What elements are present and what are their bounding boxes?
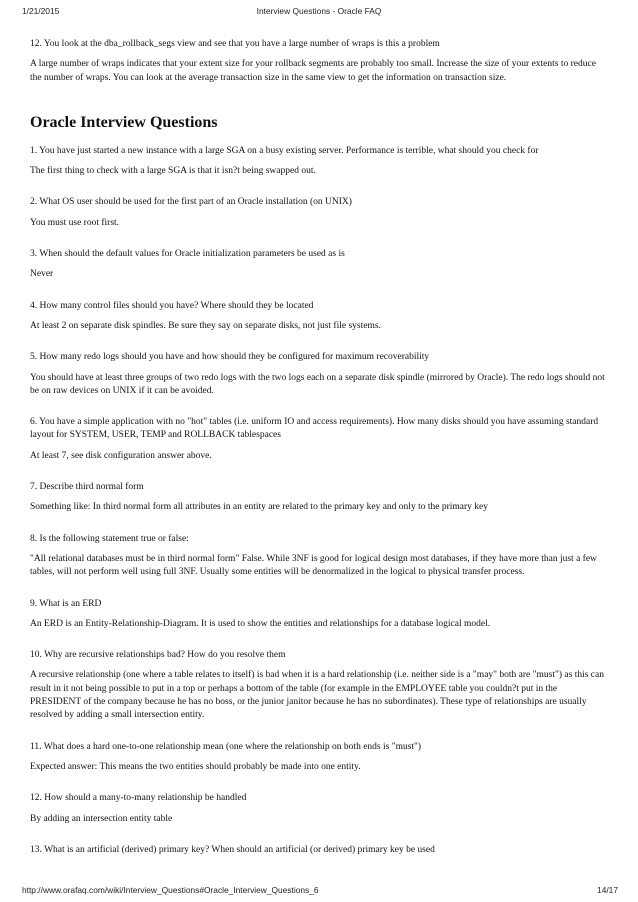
question: 12. You look at the dba_rollback_segs view and see that you have a large number of wraps is this a problem — [30, 39, 440, 49]
page-footer — [0, 885, 638, 899]
answer: An ERD is an Entity-Relationship-Diagram. It is used to show the entities and relationships for a database logical model. — [30, 618, 491, 629]
question: 4. How many control files should you have? Where should they be located — [30, 300, 314, 311]
question: 8. Is the following statement true or false: — [30, 533, 189, 544]
answer: Something like: In third normal form all attributes in an entity are related to the primary key and only to the primary key — [30, 502, 488, 513]
question: 11. What does a hard one-to-one relationship mean (one where the relationship on both ends is "must") — [30, 741, 422, 752]
question: 2. What OS user should be used for the first part of an Oracle installation (on UNIX) — [30, 197, 352, 208]
answer: A large number of wraps indicates that your extent size for your rollback segments are probably too small. Increase the size of your extents to reduce the number of wraps. You can look at the average transaction size in the same view to get the information on transaction size. — [30, 59, 596, 83]
answer: You must use root first. — [30, 217, 120, 228]
answer: At least 2 on separate disk spindles. Be sure they say on separate disks, not just file systems. — [30, 320, 381, 331]
section-heading: Oracle Interview Questions — [30, 113, 218, 131]
question: 9. What is an ERD — [30, 598, 102, 609]
answer: A recursive relationship (one where a table relates to itself) is bad when it is a hard relationship (i.e. neither side is a "may" both are "must") as this can result in it not being possible to put in a top or perhaps a bottom of the table (for example in the EMPLOYEE table you couldn?t put in the PRESIDENT of the company because he has no boss, or the junior janitor because he has no subordinates). These type of relationships are usually resolved by adding a small intersection entity. — [30, 670, 604, 721]
question: 3. When should the default values for Oracle initialization parameters be used as is — [30, 249, 345, 260]
answer: "All relational databases must be in third normal form" False. While 3NF is good for logical design most databases, if they have more than just a few tables, will not perform well using full 3NF. Usually some entities will be denormalized in the logical to physical transfer process. — [30, 553, 597, 578]
page-header — [0, 0, 638, 20]
question: 7. Describe third normal form — [30, 482, 144, 493]
answer: Never — [30, 269, 54, 280]
answer: Expected answer: This means the two entities should probably be made into one entity. — [30, 761, 361, 772]
source-url[interactable]: http://www.orafaq.com/wiki/Interview_Questions#Oracle_Interview_Questions_6 — [22, 885, 319, 895]
answer: You should have at least three groups of two redo logs with the two logs each on a separate disk spindle (mirrored by Oracle). The redo logs should not be on raw devices on UNIX if it can be avoided. — [30, 372, 605, 396]
document-body — [30, 38, 608, 864]
question: 13. What is an artificial (derived) primary key? When should an artificial (or derived) primary key be used — [30, 844, 435, 855]
question: 6. You have a simple application with no "hot" tables (i.e. uniform IO and access requirements). How many disks should you have assuming standard layout for SYSTEM, USER, TEMP and ROLLBACK tablespaces — [30, 417, 599, 441]
question: 12. How should a many-to-many relationship be handled — [30, 793, 247, 804]
answer: By adding an intersection entity table — [30, 813, 173, 824]
question: 5. How many redo logs should you have and how should they be configured for maximum recoverability — [30, 352, 430, 363]
answer: At least 7, see disk configuration answer above. — [30, 450, 212, 461]
page-title: Interview Questions - Oracle FAQ — [256, 6, 382, 16]
question: 10. Why are recursive relationships bad? How do you resolve them — [30, 650, 286, 661]
page-number: 14/17 — [597, 885, 618, 895]
print-date: 1/21/2015 — [22, 6, 60, 16]
question: 1. You have just started a new instance with a large SGA on a busy existing server. Performance is terrible, what should you check for — [30, 145, 539, 156]
answer: The first thing to check with a large SGA is that it isn?t being swapped out. — [30, 166, 316, 177]
